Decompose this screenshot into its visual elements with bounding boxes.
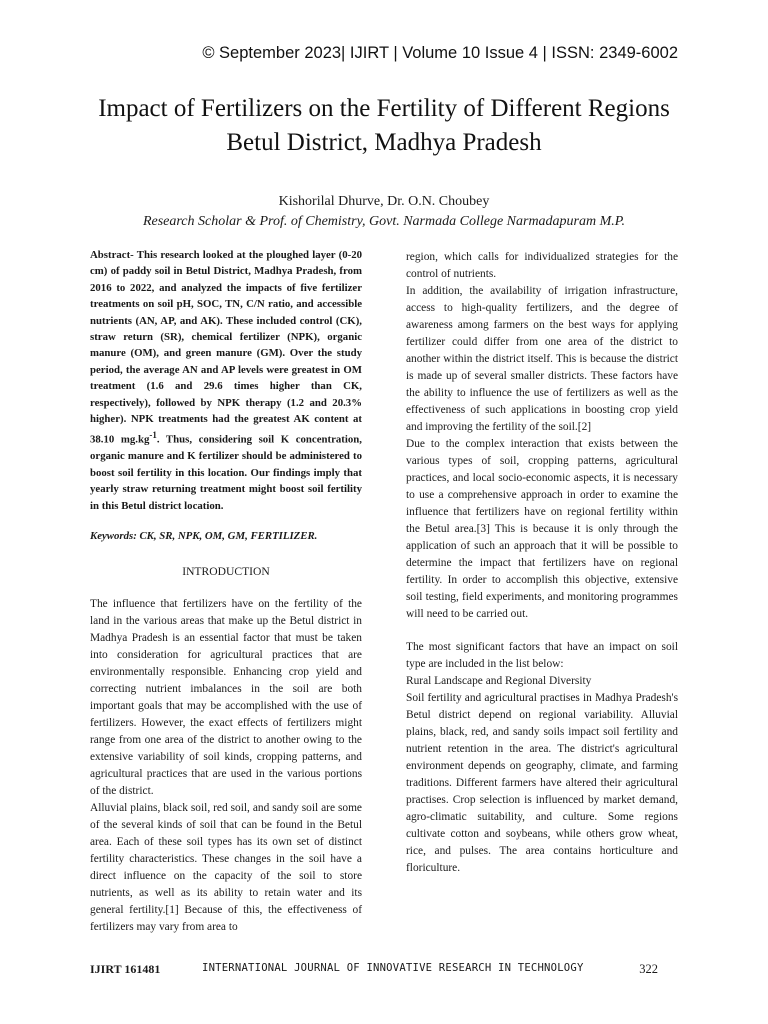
right-subheading: Rural Landscape and Regional Diversity (406, 675, 592, 687)
right-paragraph-1: region, which calls for individualized strategies for the control of nutrients. (406, 251, 678, 280)
right-paragraph-3: Due to the complex interaction that exists between the various types of soil, cropping patterns, agricultural practices, and local socio-economic aspects, it is necessary to use a comprehensive approach in order to examine the influence that fertilizers have on regional fertility within the Betul area.[3] This is because it is only through the application of such an approach that it will be possible to determine the impact that fertilizers have on regional fertility. In order to accomplish this objective, extensive soil testing, field experiments, and monitoring programmes will need to be carried out. (406, 438, 678, 620)
page-footer (90, 962, 680, 980)
abstract-text: Abstract- This research looked at the ploughed layer (0-20 cm) of paddy soil in Betul District, Madhya Pradesh, from 2016 to 2022, and analyzed the impacts of five fertilizer treatments on soil pH, SOC, TN, C/N ratio, and accessible nutrients (AN, AP, and AK). These included control (CK), straw return (SR), chemical fertilizer (NPK), organic manure (OM), and green manure (GM). Over the study period, the average AN and AP levels were greatest in OM treatment (1.6 and 29.6 times higher than CK, respectively), followed by NPK therapy (1.2 and 20.3% higher). NPK treatments had the greatest AK content at 38.10 mg.kg (90, 249, 362, 447)
abstract (90, 247, 362, 514)
abstract-text-end: . Thus, considering soil K concentration, organic manure and K fertilizer should be administered to boost soil fertility in this location. Our findings imply that yearly straw returning treatment might boost soil fertility in this Betul district location. (90, 434, 362, 512)
left-paragraph-1: The influence that fertilizers have on the fertility of the land in the various areas that make up the Betul district in Madhya Pradesh is an essential factor that must be taken into consideration for agricultural practices that are environmentally responsible. Enhancing crop yield and correcting nutrient imbalances in the soil are both important goals that may be accomplished with the use of fertilizers. However, the exact effects of fertilizers might range from one area of the district to another owing to the extensive variability of soil kinds, cropping patterns, and agricultural practices that are used in the various portions of the district. (90, 598, 362, 798)
right-paragraph-2: In addition, the availability of irrigation infrastructure, access to high-quality fertilizers, and the degree of awareness among farmers on the best ways for applying fertilizer could differ from one area of the district to another within the district itself. This is because the district is made up of several smaller districts. These factors have the ability to influence the use of fertilizers as well as the effectiveness of such applications in boosting crop yield and improving the fertility of the soil.[2] (406, 285, 678, 433)
keywords: Keywords: CK, SR, NPK, OM, GM, FERTILIZER. (90, 530, 318, 543)
title-line-2: Betul District, Madhya Pradesh (226, 129, 542, 156)
footer-paper-id: IJIRT 161481 (90, 962, 161, 976)
authors: Kishorilal Dhurve, Dr. O.N. Choubey (278, 194, 490, 209)
left-paragraph-2: Alluvial plains, black soil, red soil, and sandy soil are some of the several kinds of soil that can be found in the Betul area. Each of these soil types has its own set of distinct fertility characteristics. These changes in the soil have a direct influence on the capacity of the soil to store nutrients, as well as its ability to retain water and its general fertility.[1] Because of this, the effectiveness of fertilizers may vary from area to (90, 802, 362, 934)
right-column (406, 249, 678, 877)
left-column (90, 247, 362, 936)
paper-title (40, 92, 728, 160)
introduction-heading: INTRODUCTION (182, 565, 270, 579)
publication-header: © September 2023| IJIRT | Volume 10 Issue 4 | ISSN: 2349-6002 (202, 44, 678, 62)
footer-page-number: 322 (639, 962, 658, 976)
abstract-superscript: -1 (149, 430, 157, 441)
right-paragraph-4: The most significant factors that have an impact on soil type are included in the list below: (406, 641, 678, 670)
footer-journal-name: INTERNATIONAL JOURNAL OF INNOVATIVE RESEARCH IN TECHNOLOGY (202, 962, 584, 974)
title-line-1: Impact of Fertilizers on the Fertility of Different Regions (98, 95, 670, 122)
right-paragraph-5: Soil fertility and agricultural practises in Madhya Pradesh's Betul district depend on regional variability. Alluvial plains, black, red, and sandy soils impact soil fertility and nutrient retention in the area. The district's agricultural environment depends on geography, climate, and farming traditions. Different farmers have altered their agricultural practises. Crop selection is influenced by market demand, agro-climatic suitability, and culture. Some regions cultivate cotton and soybeans, while others grow wheat, rice, and pulses. The area contains horticulture and floriculture. (406, 692, 678, 874)
affiliation: Research Scholar & Prof. of Chemistry, Govt. Narmada College Narmadapuram M.P. (142, 214, 626, 229)
